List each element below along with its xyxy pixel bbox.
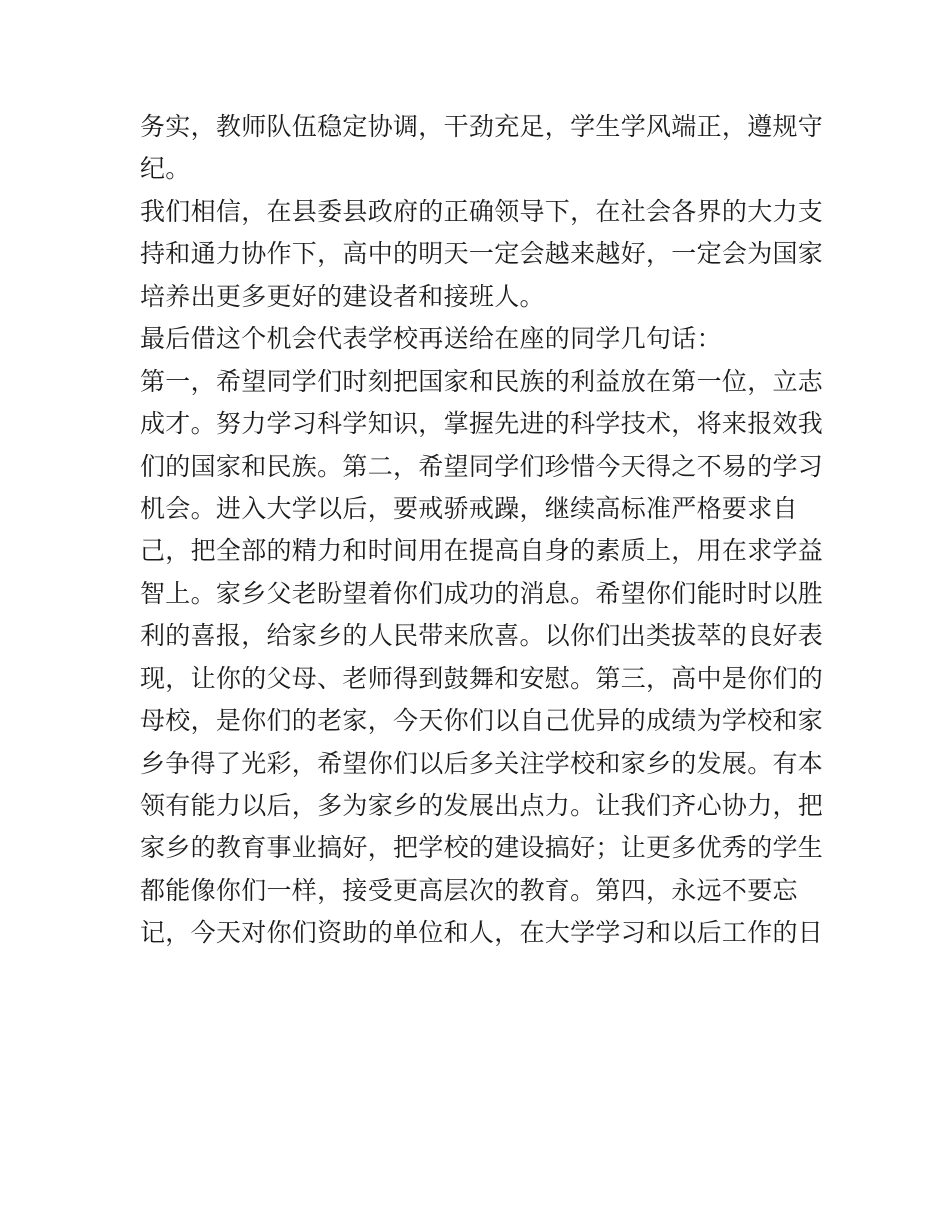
text-line: 智上。家乡父老盼望着你们成功的消息。希望你们能时时以胜 — [140, 578, 824, 608]
text-line: 持和通力协作下，高中的明天一定会越来越好，一定会为国家 — [140, 239, 824, 269]
text-line: 们的国家和民族。第二，希望同学们珍惜今天得之不易的学习 — [140, 451, 824, 481]
text-line: 现，让你的父母、老师得到鼓舞和安慰。第三，高中是你们的 — [140, 663, 824, 693]
text-line: 领有能力以后，多为家乡的发展出点力。让我们齐心协力，把 — [140, 791, 824, 820]
text-line: 都能像你们一样，接受更高层次的教育。第四，永远不要忘 — [140, 875, 798, 905]
text-line: 家乡的教育事业搞好，把学校的建设搞好；让更多优秀的学生 — [140, 833, 824, 863]
text-line: 己，把全部的精力和时间用在提高自身的素质上，用在求学益 — [140, 536, 824, 566]
text-line: 乡争得了光彩，希望你们以后多关注学校和家乡的发展。有本 — [140, 748, 824, 778]
body-text — [140, 106, 824, 955]
text-line: 最后借这个机会代表学校再送给在座的同学几句话： — [140, 324, 722, 354]
text-line: 纪。 — [140, 154, 191, 184]
text-line: 我们相信，在县委县政府的正确领导下，在社会各界的大力支 — [140, 196, 824, 226]
text-line: 母校，是你们的老家，今天你们以自己优异的成绩为学校和家 — [140, 706, 824, 736]
text-line: 培养出更多更好的建设者和接班人。 — [140, 281, 545, 311]
text-line: 机会。进入大学以后，要戒骄戒躁，继续高标准严格要求自 — [140, 493, 798, 523]
text-line: 务实，教师队伍稳定协调，干劲充足，学生学风端正，遵规守 — [140, 112, 824, 141]
text-line: 利的喜报，给家乡的人民带来欣喜。以你们出类拔萃的良好表 — [140, 621, 824, 651]
text-line: 记，今天对你们资助的单位和人，在大学学习和以后工作的日 — [140, 918, 824, 948]
text-line: 第一，希望同学们时刻把国家和民族的利益放在第一位，立志 — [140, 366, 824, 396]
text-line: 成才。努力学习科学知识，掌握先进的科学技术，将来报效我 — [140, 409, 824, 439]
